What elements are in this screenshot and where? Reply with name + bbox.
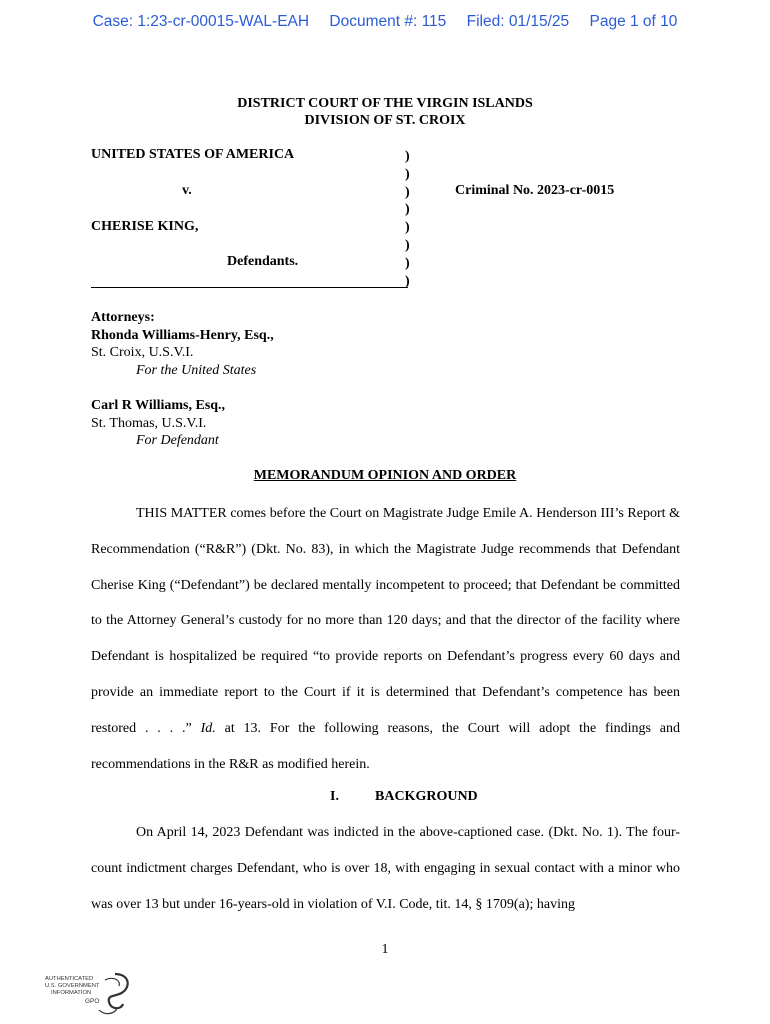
attorneys-block bbox=[91, 309, 274, 450]
filed-date: Filed: 01/15/25 bbox=[466, 13, 570, 30]
gpo-seal-icon bbox=[43, 970, 133, 1018]
case-number: Case: 1:23-cr-00015-WAL-EAH bbox=[92, 13, 310, 30]
page-number: 1 bbox=[381, 942, 389, 957]
section-number: I. bbox=[330, 789, 339, 804]
gov-attorney-name: Rhonda Williams-Henry, Esq., bbox=[91, 327, 274, 343]
gov-attorney-for: For the United States bbox=[136, 362, 257, 378]
attorneys-heading: Attorneys: bbox=[91, 310, 155, 325]
paragraph-background bbox=[91, 815, 680, 922]
gpo-line2: U.S. GOVERNMENT bbox=[45, 983, 100, 989]
def-attorney-name: Carl R Williams, Esq., bbox=[91, 398, 226, 413]
court-division-line: DIVISION OF ST. CROIX bbox=[304, 113, 466, 128]
court-name-line: DISTRICT COURT OF THE VIRGIN ISLANDS bbox=[237, 96, 533, 111]
paragraph-intro-text: THIS MATTER comes before the Court on Magistrate Judge Emile A. Henderson III’s Report & Recommendation (“R&R”) (Dkt. No. 83), in which the Magistrate Judge recommends that Defendant Cherise King (“Defendant”) be declared mentally incompetent to proceed; that Defendant be committed to the Attorney General’s custody for no more than 120 days; and that the director of the facility where Defendant is hospitalized be required “to provide reports on Defendant’s progress every 60 days and provide an immediate report to the Court if it is determined that Defendant’s competence has been restored . . . .” bbox=[91, 506, 680, 736]
page-count: Page 1 of 10 bbox=[589, 13, 678, 30]
criminal-case-number: Criminal No. 2023-cr-0015 bbox=[455, 183, 615, 198]
paragraph-background-text: On April 14, 2023 Defendant was indicted in the above-captioned case. (Dkt. No. 1). The four-count indictment charges Defendant, who is over 18, with engaging in sexual contact with a minor who was over 13 but under 16-years-old in violation of V.I. Code, tit. 14, § 1709(a); having bbox=[91, 825, 680, 912]
court-heading bbox=[0, 95, 770, 129]
gpo-line3: INFORMATION bbox=[51, 990, 92, 996]
def-attorney-for: For Defendant bbox=[136, 433, 219, 448]
gpo-authentication-logo bbox=[43, 970, 133, 1018]
document-number: Document #: 115 bbox=[329, 13, 447, 30]
paragraph-intro bbox=[91, 496, 680, 782]
memorandum-title: MEMORANDUM OPINION AND ORDER bbox=[253, 468, 517, 483]
caption-parentheses: ) ) ) ) ) ) ) ) bbox=[405, 149, 410, 289]
gpo-line1: AUTHENTICATED bbox=[45, 976, 94, 982]
section-title: BACKGROUND bbox=[375, 789, 478, 804]
gov-attorney-location: St. Croix, U.S.V.I. bbox=[91, 345, 194, 360]
caption-versus: v. bbox=[182, 183, 192, 198]
def-attorney-location: St. Thomas, U.S.V.I. bbox=[91, 415, 207, 431]
id-citation: Id. bbox=[200, 720, 216, 736]
gpo-line4: GPO bbox=[85, 998, 100, 1005]
caption-plaintiff: UNITED STATES OF AMERICA bbox=[91, 147, 295, 162]
caption-defendant: CHERISE KING, bbox=[91, 219, 199, 234]
caption-defendant-role: Defendants. bbox=[227, 254, 299, 269]
ecf-header-stamp bbox=[0, 13, 770, 31]
caption-underline bbox=[91, 287, 408, 288]
paragraph-intro-text-end: at 13. For the following reasons, the Court will adopt the findings and recommendations in the R&R as modified herein. bbox=[91, 720, 680, 772]
